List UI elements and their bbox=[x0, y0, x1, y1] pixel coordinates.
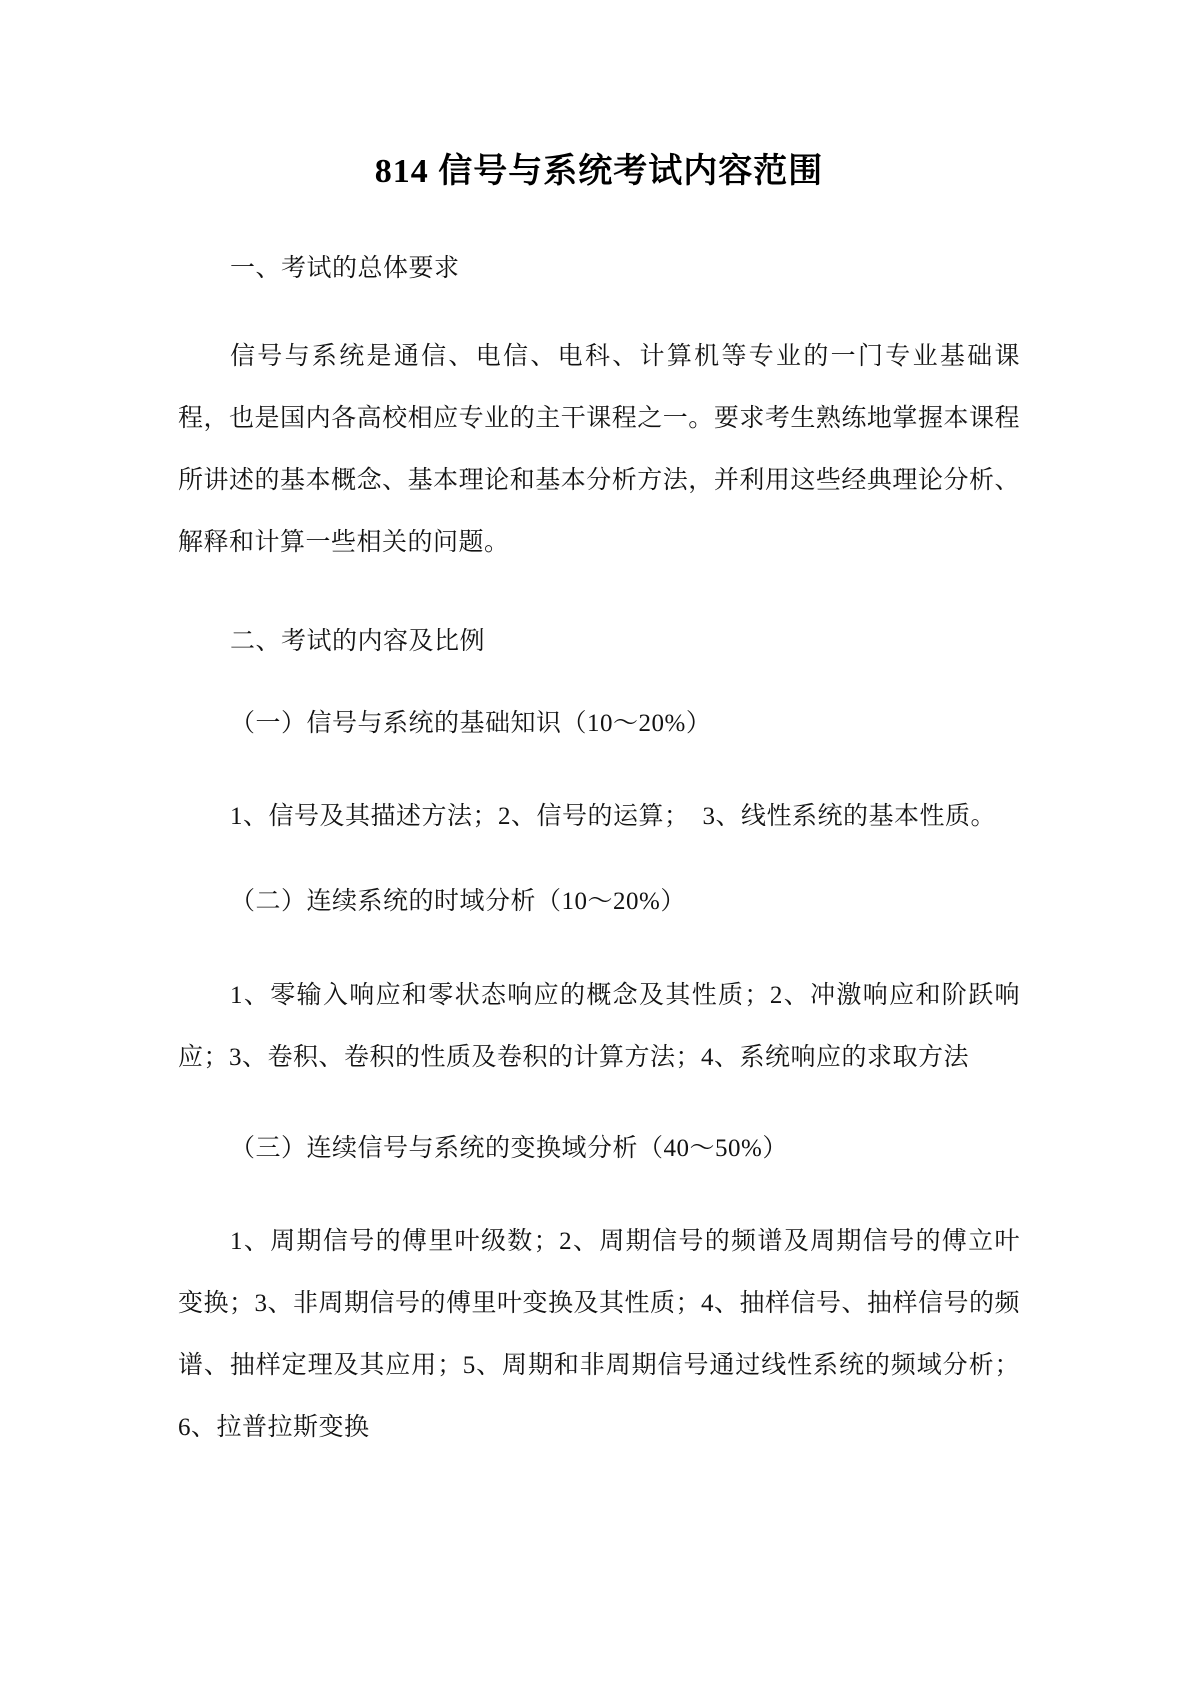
subheading-time-domain: （二）连续系统的时域分析（10～20%） bbox=[230, 888, 686, 915]
heading-overall-requirements: 一、考试的总体要求 bbox=[230, 255, 460, 282]
subheading-basics: （一）信号与系统的基础知识（10～20%） bbox=[230, 710, 712, 737]
para-overall-description: 信号与系统是通信、电信、电科、计算机等专业的一门专业基础课程，也是国内各高校相应专业的主干课程之一。要求考生熟练地掌握本课程所讲述的基本概念、基本理论和基本分析方法，并利用这些经典理论分析、解释和计算一些相关的问题。 bbox=[178, 343, 1020, 556]
para-transform-domain-topics: 1、周期信号的傅里叶级数；2、周期信号的频谱及周期信号的傅立叶变换；3、非周期信号的傅里叶变换及其性质；4、抽样信号、抽样信号的频谱、抽样定理及其应用；5、周期和非周期信号通过线性系统的频域分析；6、拉普拉斯变换 bbox=[178, 1228, 1021, 1441]
heading-content-and-ratio: 二、考试的内容及比例 bbox=[230, 628, 486, 655]
para-time-domain-topics: 1、零输入响应和零状态响应的概念及其性质；2、冲激响应和阶跃响应；3、卷积、卷积的性质及卷积的计算方法；4、系统响应的求取方法 bbox=[178, 982, 1020, 1071]
document-title: 814 信号与系统考试内容范围 bbox=[374, 153, 824, 190]
para-basics-topics: 1、信号及其描述方法；2、信号的运算； 3、线性系统的基本性质。 bbox=[230, 803, 997, 830]
subheading-transform-domain: （三）连续信号与系统的变换域分析（40～50%） bbox=[230, 1135, 788, 1162]
